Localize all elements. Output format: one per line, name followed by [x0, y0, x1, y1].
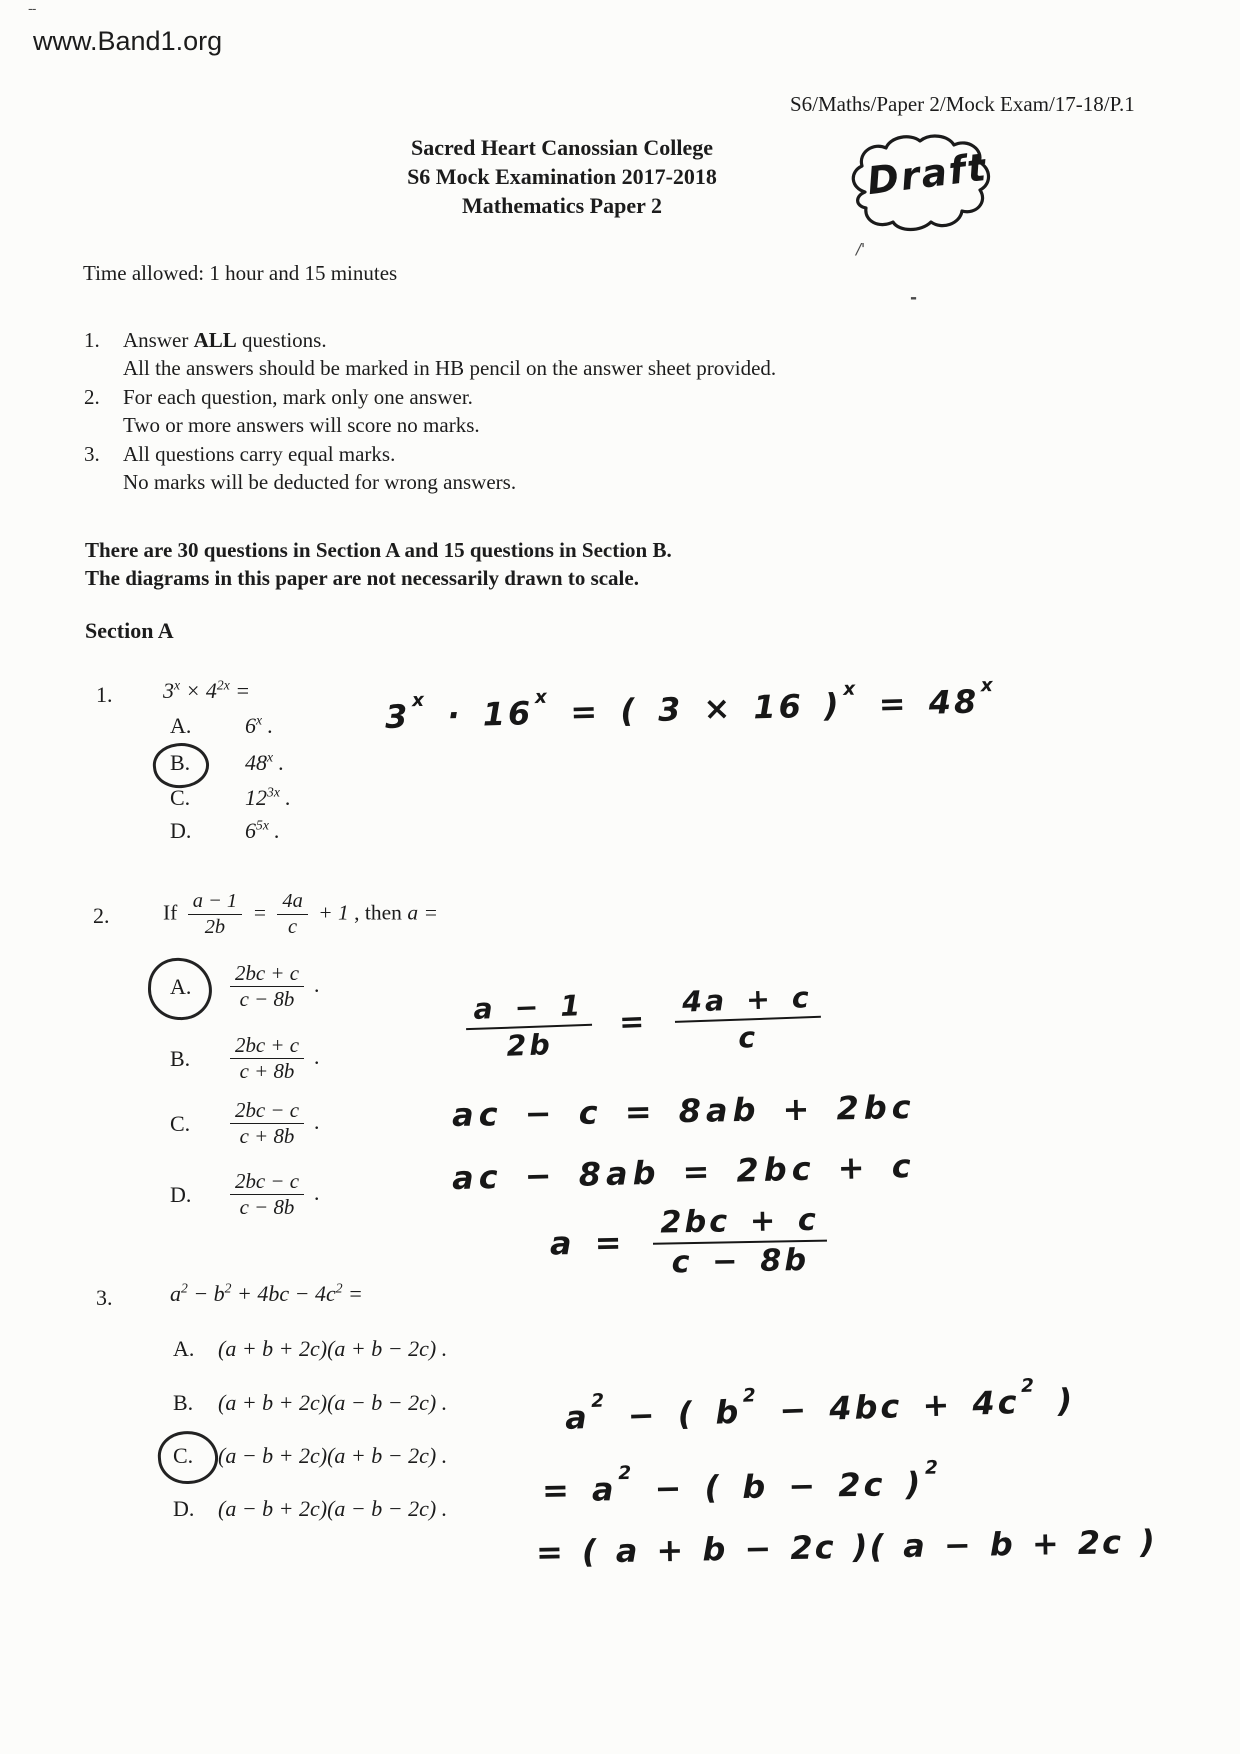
- question-1-option-a: [170, 713, 273, 739]
- instruction-3-line-2: No marks will be deducted for wrong answers.: [123, 470, 517, 494]
- handwritten-work-q3-line-1: $a^2$ − ( $b^2 - 4bc + 4c^2$ ): [564, 1375, 1076, 1437]
- handwritten-work-q2-line-2: ac − c = 8ab + 2bc: [451, 1087, 917, 1135]
- question-3-option-a: [173, 1336, 447, 1362]
- instruction-1-text-pre: Answer: [123, 328, 194, 352]
- instruction-2-line-1: For each question, mark only one answer.: [123, 385, 473, 409]
- option-math: (a + b + 2c)(a + b − 2c) .: [218, 1336, 448, 1361]
- question-3-option-d: [173, 1496, 447, 1522]
- instruction-1-text-bold: ALL: [193, 328, 237, 352]
- question-3-stem: $a^2 - b^2 + 4bc - 4c^2$ =: [170, 1280, 363, 1306]
- instruction-1-text-post: questions.: [236, 328, 327, 352]
- handwritten-work-q2-line-1: $\frac{a - 1}{2b}$ = $\frac{4a + c}{c}$: [457, 982, 830, 1065]
- instruction-1-number: 1.: [84, 328, 100, 352]
- option-letter: A.: [170, 713, 192, 738]
- draft-stamp: [843, 130, 993, 238]
- option-letter: A.: [173, 1336, 195, 1361]
- instruction-3-number: 3.: [84, 442, 100, 466]
- doc-reference: S6/Maths/Paper 2/Mock Exam/17-18/P.1: [790, 92, 1135, 116]
- option-letter: D.: [170, 1181, 192, 1207]
- note-line-1: There are 30 questions in Section A and 15 questions in Section B.: [85, 538, 672, 562]
- paper-name: Mathematics Paper 2: [462, 193, 662, 218]
- answer-circle-q1-b: [150, 740, 211, 791]
- answer-circle-q3-c: [156, 1428, 220, 1486]
- site-watermark: www.Band1.org: [33, 26, 223, 56]
- option-math: $\frac{2bc + c}{c + 8b}$ .: [225, 1034, 320, 1084]
- instruction-1-line-1: [123, 328, 327, 353]
- question-3-option-b: [173, 1390, 447, 1416]
- scan-artifact-corner: --: [28, 2, 36, 17]
- question-1-option-d: [170, 818, 280, 844]
- option-math: (a − b + 2c)(a + b − 2c) .: [218, 1443, 448, 1468]
- draft-stamp-label: Draft: [864, 144, 990, 204]
- option-letter: C.: [173, 1443, 194, 1468]
- exam-name: S6 Mock Examination 2017-2018: [407, 164, 717, 189]
- option-math: $\frac{2bc + c}{c - 8b}$ .: [225, 962, 320, 1012]
- instruction-2-number: 2.: [84, 385, 100, 409]
- question-2-option-b: [170, 1034, 320, 1084]
- option-letter: B.: [173, 1390, 194, 1415]
- option-letter: A.: [170, 973, 192, 999]
- question-1-number: 1.: [96, 682, 113, 707]
- school-name: Sacred Heart Canossian College: [410, 135, 714, 160]
- time-allowed: Time allowed: 1 hour and 15 minutes: [83, 261, 398, 285]
- option-letter: B.: [170, 750, 191, 775]
- instruction-1-line-2: All the answers should be marked in HB pencil on the answer sheet provided.: [123, 356, 777, 380]
- handwritten-work-q2-line-4: a = $\frac{2bc + c}{c - 8b}$: [549, 1204, 835, 1283]
- handwritten-work-q3-line-3: = ( a + b − 2c )( a − b + 2c ): [535, 1522, 1158, 1572]
- question-2-number: 2.: [93, 903, 110, 928]
- question-2-option-c: [170, 1099, 320, 1149]
- question-1-option-c: [170, 785, 291, 811]
- option-math: $\frac{2bc - c}{c - 8b}$ .: [225, 1170, 320, 1220]
- option-letter: C.: [170, 1110, 191, 1136]
- handwritten-work-q2-line-3: ac − 8ab = 2bc + c: [451, 1146, 917, 1198]
- option-math: $\frac{2bc - c}{c + 8b}$ .: [225, 1099, 320, 1149]
- instruction-2-line-2: Two or more answers will score no marks.: [123, 413, 480, 437]
- option-math: $12^{3x}$ .: [245, 784, 291, 810]
- option-letter: C.: [170, 785, 191, 810]
- option-math: (a + b + 2c)(a − b − 2c) .: [218, 1390, 448, 1415]
- option-letter: D.: [170, 818, 192, 843]
- scan-artifact-slash: /': [856, 240, 866, 258]
- option-math: 48$^x$ .: [245, 749, 285, 775]
- section-a-heading: Section A: [85, 618, 174, 643]
- option-letter: B.: [170, 1045, 191, 1071]
- question-2-stem: If $\frac{a - 1}{2b}$ = $\frac{4a}{c}$ + 1 , then a =: [163, 890, 438, 938]
- option-math: 6$^x$ .: [245, 712, 274, 738]
- scan-artifact-dash: -: [910, 288, 918, 308]
- question-1-stem: $3^x \times 4^{2x}$ =: [163, 677, 251, 703]
- option-math: $6^{5x}$ .: [245, 817, 280, 843]
- option-letter: D.: [173, 1496, 195, 1521]
- instruction-3-line-1: All questions carry equal marks.: [123, 442, 396, 466]
- option-math: (a − b + 2c)(a − b − 2c) .: [218, 1496, 448, 1521]
- note-line-2: The diagrams in this paper are not necessarily drawn to scale.: [85, 566, 639, 590]
- handwritten-work-q3-line-2: = $a^2$ − ( b − 2c )$^2$: [541, 1457, 942, 1510]
- handwritten-work-q1-line-1: $3^x \cdot 16^x$ = ( 3 × 16 )$^x = 48^x$: [384, 675, 997, 736]
- question-3-number: 3.: [96, 1285, 113, 1310]
- title-block: [352, 133, 772, 220]
- question-2-option-d: [170, 1170, 320, 1220]
